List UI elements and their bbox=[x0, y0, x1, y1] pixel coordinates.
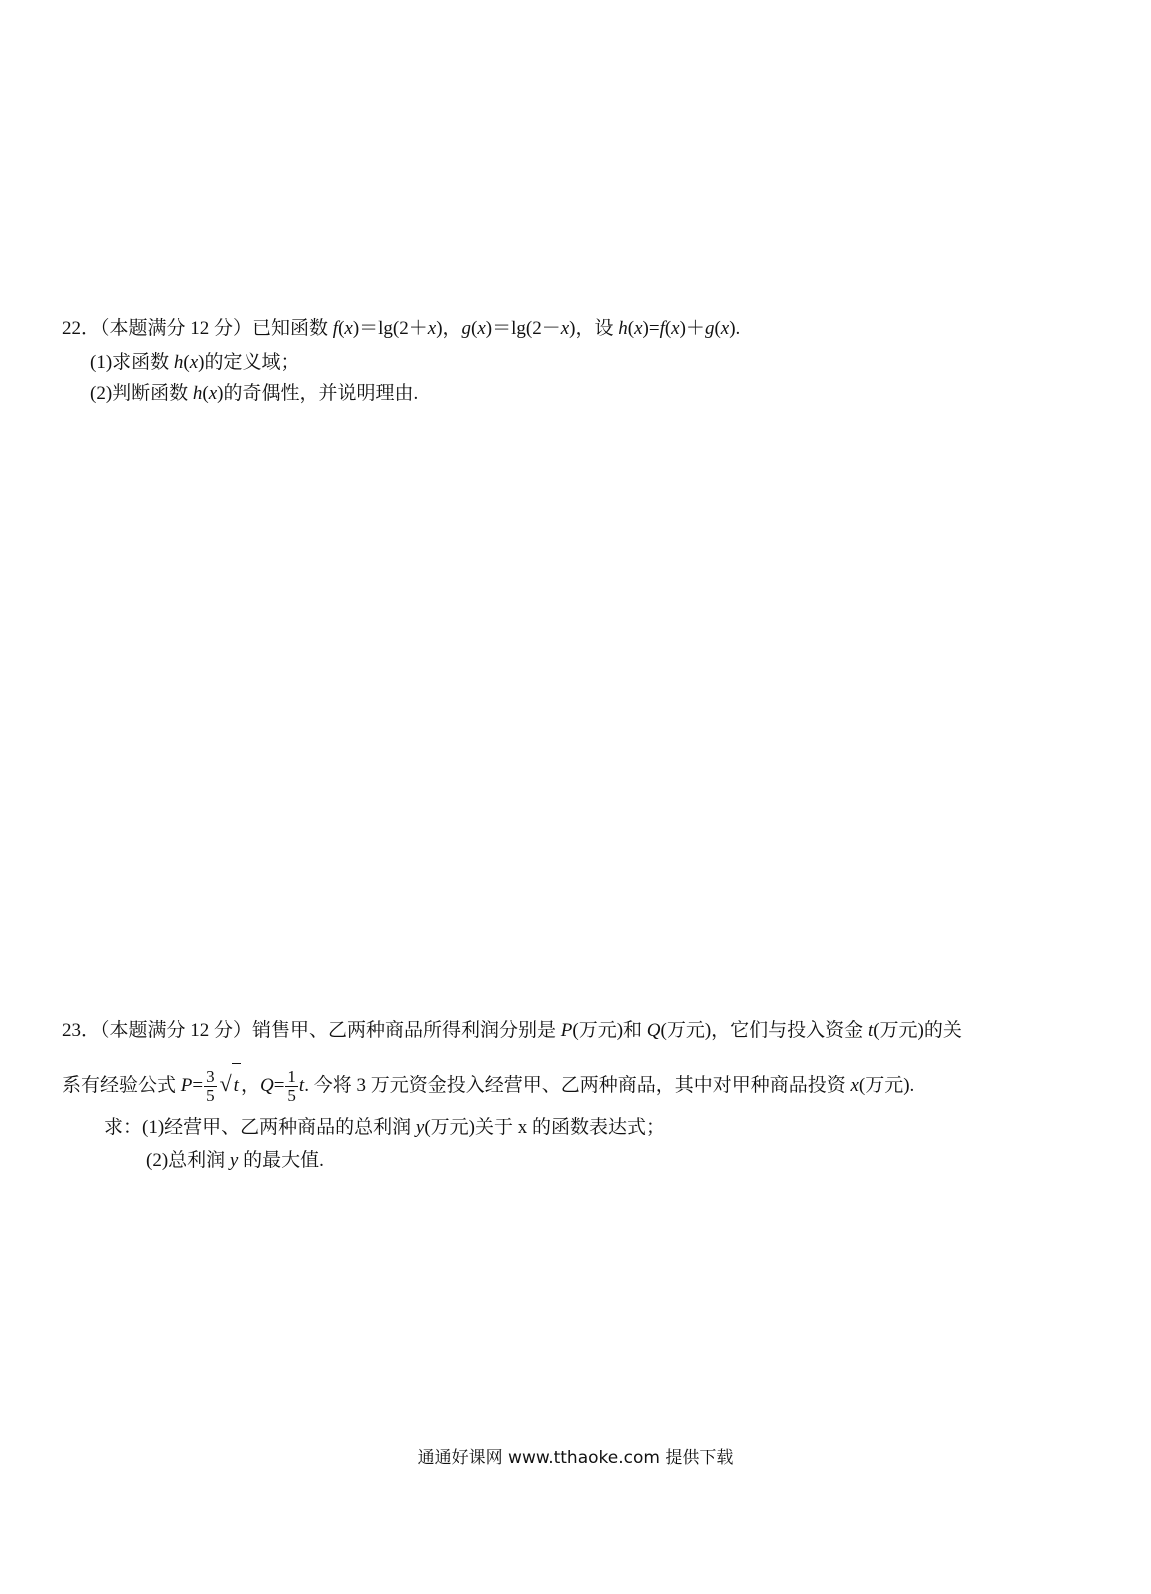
math-x: x bbox=[344, 318, 353, 339]
math-x: x bbox=[427, 318, 437, 339]
q22-part2-prefix: (2)判断函数 bbox=[90, 383, 193, 404]
math-paren: ( bbox=[664, 318, 672, 339]
q23-stem-line2 bbox=[62, 1062, 914, 1108]
q22-part1 bbox=[90, 350, 300, 376]
q23-mid2: (万元)，它们与投入资金 bbox=[660, 1020, 868, 1041]
sqrt-t bbox=[218, 1062, 241, 1108]
math-plus: )＋ bbox=[679, 318, 705, 339]
math-x: x bbox=[634, 318, 643, 339]
math-P: P bbox=[560, 1020, 573, 1041]
math-gx-end: )，设 bbox=[569, 318, 619, 339]
q23-stem-line1 bbox=[62, 1018, 962, 1044]
q22-part2 bbox=[90, 381, 418, 407]
q23-part1-suffix: (万元)关于 x 的函数表达式； bbox=[424, 1117, 665, 1138]
q23-line2-prefix: 系有经验公式 bbox=[62, 1075, 181, 1096]
math-sep: ， bbox=[240, 1075, 260, 1096]
q23-line1-end: (万元)的关 bbox=[873, 1020, 962, 1041]
math-gx-rhs: )＝lg(2－ bbox=[485, 318, 561, 339]
fraction-numerator: 1 bbox=[287, 1067, 296, 1087]
q22-stem bbox=[62, 316, 740, 342]
q23-line2-rest: . 今将 3 万元资金投入经营甲、乙两种商品，其中对甲种商品投资 bbox=[304, 1075, 851, 1096]
math-fx-rhs: )＝lg(2＋ bbox=[352, 318, 428, 339]
q23-mid1: (万元)和 bbox=[572, 1020, 647, 1041]
fraction-three-fifths bbox=[204, 1068, 217, 1105]
math-x: x bbox=[560, 318, 570, 339]
q22-part1-suffix: )的定义域； bbox=[198, 352, 300, 373]
math-f: f bbox=[659, 318, 665, 339]
q23-prefix: （本题满分 12 分）销售甲、乙两种商品所得利润分别是 bbox=[100, 1020, 561, 1041]
q23-part2-prefix: (2)总利润 bbox=[146, 1150, 230, 1171]
math-end: ). bbox=[729, 318, 741, 339]
math-x: x bbox=[850, 1075, 859, 1096]
q23-number: 23． bbox=[62, 1020, 101, 1041]
math-P: P bbox=[180, 1075, 193, 1096]
math-x: x bbox=[189, 352, 199, 373]
math-x: x bbox=[720, 318, 730, 339]
math-paren: ( bbox=[627, 318, 635, 339]
math-eq: = bbox=[273, 1075, 285, 1096]
math-Q: Q bbox=[646, 1020, 661, 1041]
math-h: h bbox=[192, 383, 203, 404]
q23-part1-prefix: 求：(1)经营甲、乙两种商品的总利润 bbox=[104, 1117, 416, 1138]
math-x: x bbox=[208, 383, 218, 404]
q22-number: 22． bbox=[62, 318, 101, 339]
math-hx-eq: )= bbox=[642, 318, 660, 339]
math-t: t bbox=[232, 1063, 241, 1108]
q22-prefix: （本题满分 12 分）已知函数 bbox=[100, 318, 333, 339]
q23-line2-end: (万元). bbox=[858, 1075, 915, 1096]
fraction-denominator: 5 bbox=[206, 1086, 215, 1106]
math-h: h bbox=[618, 318, 628, 339]
math-paren: ( bbox=[714, 318, 721, 339]
q22-part2-suffix: )的奇偶性，并说明理由. bbox=[217, 383, 419, 404]
math-g: g bbox=[461, 318, 472, 339]
fraction-numerator: 3 bbox=[206, 1067, 215, 1087]
math-x: x bbox=[671, 318, 680, 339]
page-footer: 通通好课网 www.tthaoke.com 提供下载 bbox=[417, 1448, 734, 1468]
q22-part1-prefix: (1)求函数 bbox=[90, 352, 174, 373]
math-paren: ( bbox=[183, 352, 190, 373]
sqrt-icon: √ bbox=[219, 1071, 232, 1096]
q23-part2-suffix: 的最大值. bbox=[238, 1150, 324, 1171]
fraction-one-fifth bbox=[285, 1068, 298, 1105]
math-eq: = bbox=[192, 1075, 204, 1096]
math-paren: ( bbox=[471, 318, 478, 339]
math-Q: Q bbox=[259, 1075, 274, 1096]
math-fx-end: )， bbox=[436, 318, 462, 339]
q23-part2 bbox=[146, 1148, 324, 1174]
math-g: g bbox=[704, 318, 715, 339]
math-t: t bbox=[298, 1075, 305, 1096]
q23-part1 bbox=[104, 1115, 665, 1141]
fraction-denominator: 5 bbox=[287, 1086, 296, 1106]
math-t: t bbox=[867, 1020, 874, 1041]
math-paren: ( bbox=[338, 318, 345, 339]
math-y: y bbox=[229, 1150, 239, 1171]
math-x: x bbox=[477, 318, 486, 339]
math-h: h bbox=[173, 352, 184, 373]
math-paren: ( bbox=[202, 383, 209, 404]
math-f: f bbox=[332, 318, 339, 339]
math-y: y bbox=[415, 1117, 425, 1138]
